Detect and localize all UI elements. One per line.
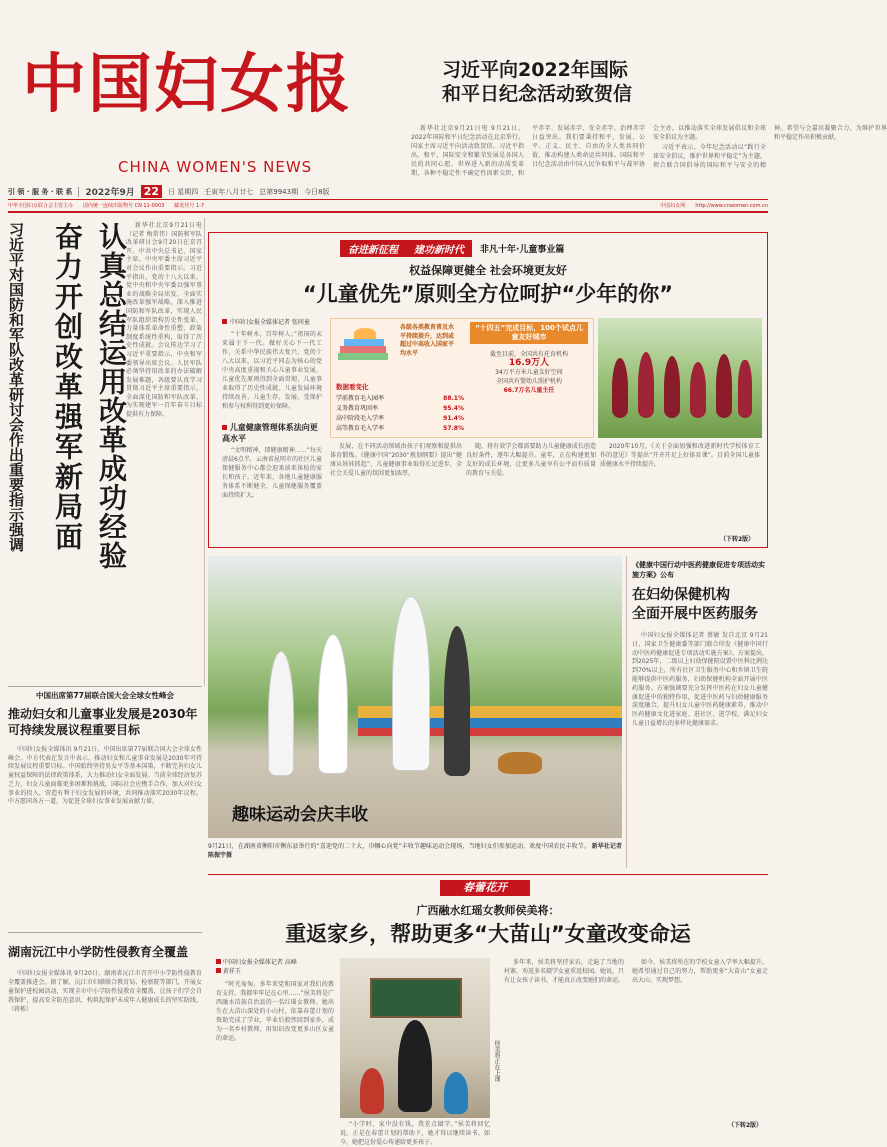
divider: [78, 187, 79, 197]
tcm-headline-1: 在妇幼保健机构: [632, 587, 730, 603]
day: 22: [141, 185, 162, 198]
blackboard: [370, 978, 462, 1018]
teacher-body-1: [216, 980, 334, 1128]
top-story-headline-2: 和平日纪念活动致贺信: [442, 83, 633, 105]
stat-end: 66.7万名儿童主任: [503, 387, 555, 394]
teacher-body-3: [504, 958, 624, 1128]
row-value: 88.1%: [443, 395, 464, 402]
stat-mid: 34万平方米儿童友好空间: [495, 369, 563, 376]
children-body-5: [600, 442, 760, 532]
teacher-headline: 重返家乡，帮助更多“大苗山”女童改变命运: [285, 922, 691, 946]
infobox-row: [336, 404, 464, 414]
date-strip: [8, 184, 768, 200]
children-body-4: [466, 442, 596, 542]
teacher-figure: [398, 1020, 432, 1112]
un-paragraph: 中国妇女报全媒体讯 9月21日，中国出席第77届联合国大会全球女性峰会。中方代表在发言中表示，推动妇女和儿童事业发展是2030年可持续发展议程重要目标。中国始终坚持男女平等基本国策，不断完善妇女儿童权益保障的法律政策体系，大力推动妇女全面发展。当前全球经济复苏乏力，妇女儿童面临更多困难和挑战，国际社会应携手合作，加大对妇女事业的投入，营造有利于妇女发展的环境，共同推动落实2030年议程。中方愿同各方一道，为促进全球妇女事业发展贡献力量。: [8, 746, 202, 806]
tcm-body: [632, 632, 768, 866]
military-paragraph: 新华社北京9月21日电（记者 梅常伟）国防和军队改革研讨会9月20日在京召开。中共中央总书记、国家主席、中央军委主席习近平对会议作出重要指示。习近平指出，党的十八大以来，党中央和中央军委以强军事业的战略全局出发，全面实施改革强军战略，深入推进国防和军队改革，实现人民军队组织架构历史性变革、力量体系革命性重塑、政策制度系统性重构，取得了历史性成就。会议传达学习了习近平重要指示，中央和军委领导出席会议。人民军队必须坚持用改革的办法破解发展难题，各级要认真学习贯彻习近平主席重要指示，全面深化国防和军队改革，为实现建军一百年奋斗目标提供有力保障。: [126, 222, 202, 419]
sports-caption: [208, 842, 622, 868]
column-divider: [626, 556, 627, 868]
tcm-kicker: 《健康中国行动中医药健康促进专项活动实施方案》公布: [632, 561, 765, 579]
children-subhead-text: 儿童健康管理体系法向更高水平: [222, 423, 318, 443]
lunar: 壬寅年八月廿七: [204, 187, 254, 196]
un-kicker: 中国出席第77届联合国大会全球女性峰会: [36, 691, 174, 700]
children-continued: （下转2版）: [720, 536, 755, 543]
book-icon: [344, 339, 384, 346]
subhead-square: [222, 425, 227, 430]
dog-figure: [498, 752, 542, 774]
row-label: 高等教育毛入学率: [336, 425, 385, 432]
top-story-headline-1: 习近平向2022年国际: [442, 59, 628, 81]
banner-right: 建功新时代: [406, 240, 472, 257]
sports-caption-text: 9月21日，在湖南省衡阳市衡东县举行的“喜迎党的二十大，巾帼心向党”丰收节趣味运动会现场，当地妇女们参加运动，欢度中国农民丰收节。: [208, 843, 590, 850]
teacher-body-4: [632, 958, 768, 1118]
masthead-logo: 中国妇女报: [22, 47, 352, 122]
row-label: 学前教育毛入园率: [336, 395, 385, 402]
hunan-body: [8, 970, 202, 1128]
books-illustration: [336, 326, 396, 366]
banner-left: 奋进新征程: [340, 240, 406, 257]
child-figure: [664, 356, 680, 418]
teacher-byline: [216, 958, 297, 976]
section-rule: [208, 874, 768, 875]
runner-figure: [392, 596, 430, 771]
children-paragraph: 发展，在不同活动领域由孩子们观察和提供出体育锻炼。《健康中国“2030”规划纲要》提出“健康从娃娃抓起”，儿童健康事业取得长足进步，全社会关爱儿童的氛围更加浓厚。: [330, 443, 462, 477]
military-big-title-2: 认真总结运用改革成功经验: [95, 222, 128, 570]
infobox-rows: [336, 394, 464, 434]
teacher-byline-2: 黄祥玉: [222, 968, 241, 975]
child-figure: [612, 358, 628, 418]
stat-lead: 截至目前，全国共有托育机构: [489, 351, 568, 358]
top-story-paragraph: 新华社北京9月21日电 9月21日，2022年国际和平日纪念活动在北京举行。国家主席习近平向活动致贺信。习近平指出，和平，国际安全和繁荣发展是各国人民的共同心愿。世界进入新的动荡变革期，各种不稳定性不确定性因素交织，和平赤字、发展赤字、安全赤字、治理赤字日益突出。我们要秉持和平、发展、公平、正义、民主、自由的全人类共同价值，推动构建人类命运共同体。国际和平日纪念活动由中国人民争取和平与裁军协会主办，以推动落实全球发展倡议和全球安全倡议为主题。: [411, 125, 766, 177]
column-divider: [204, 218, 205, 686]
runner-figure: [318, 634, 348, 774]
infobox-title: 数据看变化: [336, 383, 369, 391]
info-strip: [8, 201, 768, 210]
teacher-byline-1: 中国妇女报全媒体记者 高峰: [222, 959, 297, 966]
teacher-photo-caption: 侯美将正在上课: [493, 1040, 500, 1082]
sports-photo: [208, 556, 622, 838]
children-paragraph: “文明精神，即健康精神……”每天清晨6点半，云南省昆明市的社区儿童保健服务中心都会迎来前来体检的家长和孩子。近年来，各地儿童健康服务体系不断健全，儿童保健服务覆盖面持续扩大。: [222, 447, 322, 499]
graduation-cap-icon: [354, 328, 376, 339]
row-label: 高中阶段毛入学率: [336, 415, 385, 422]
children-headline: “儿童优先”原则全方位呵护“少年的你”: [302, 282, 674, 306]
cn-code: 国内统一连续出版物号 CN 11-0003: [83, 203, 165, 209]
row-value: 91.4%: [443, 415, 464, 422]
runner-figure: [444, 626, 470, 776]
children-paragraph: “十年树木，百年树人。”祖国的未来属于下一代。做好关心下一代工作，关系中华民族伟大复兴。党的十八大以来，以习近平同志为核心的党中央高度重视和关心儿童事业发展，儿童优先原则得到全面贯彻，儿童事业取得了历史性成就。儿童发展环境持续改善，儿童生存、发展、受保护和参与权利得到更好保障。: [222, 331, 322, 410]
hunan-headline: 湖南沅江中小学防性侵教育全覆盖: [8, 945, 189, 959]
row-value: 95.4%: [443, 405, 464, 412]
top-story: [442, 58, 762, 106]
masthead-rule: [8, 211, 768, 213]
sports-caption-title: 趣味运动会庆丰收: [232, 805, 368, 825]
banner-tag: 非凡十年·儿童事业篇: [480, 244, 565, 255]
row-value: 57.8%: [443, 425, 464, 432]
teacher-continued: （下转2版）: [728, 1122, 763, 1129]
byline-square: [216, 959, 221, 964]
teacher-paragraph: “小学时，家中没有钱，我差点辍学。”侯美将回忆说。正是在春蕾计划的帮助下，她才得以继续读书。如今，她把这份爱心传递给更多孩子。: [340, 1121, 490, 1146]
row-label: 义务教育巩固率: [336, 405, 379, 412]
teacher-banner: 春蕾花开: [440, 880, 530, 896]
pages: 今日8版: [304, 187, 330, 196]
runner-figure: [268, 651, 294, 776]
child-figure: [690, 362, 706, 418]
child-figure: [738, 360, 752, 418]
year-month: 2022年9月: [85, 188, 135, 198]
masthead-english: CHINA WOMEN'S NEWS: [118, 158, 313, 176]
top-story-paragraph: 习近平表示，今年纪念活动以“践行全球安全倡议，维护世界和平稳定”为主题，契合联合国倡导的国际和平与安全的精神。希望与会嘉宾凝聚合力，为维护世界和平稳定作出积极贡献。: [653, 125, 887, 169]
stat-main: 16.9万人: [508, 358, 550, 368]
divider: [8, 686, 202, 687]
book-icon: [338, 353, 388, 360]
weekday: 日 星期四: [168, 187, 199, 196]
byline-square: [222, 319, 227, 324]
infobox-row: [336, 424, 464, 434]
military-big-title-1: 奋力开创改革强军新局面: [51, 222, 84, 552]
children-byline: 中国妇女报全媒体记者 张问童: [230, 319, 310, 326]
un-headline: 推动妇女和儿童事业发展是2030年可持续发展议程重要目标: [8, 707, 198, 737]
children-subhead: [222, 422, 322, 444]
student-figure: [444, 1072, 468, 1114]
children-body-2: [222, 446, 322, 544]
infobox-row: [336, 394, 464, 404]
children-byline-row: [222, 317, 310, 326]
infobox-side: 各级各类教育普及水平持续提升，达到或超过中高收入国家平均水平: [400, 324, 455, 357]
org-line: 中华全国妇女联合会主管主办: [8, 203, 74, 209]
child-figure: [638, 352, 654, 418]
un-story: [8, 690, 202, 738]
byline-square: [216, 968, 221, 973]
children-body-1: [222, 330, 322, 420]
website-label: 中国妇女网: [660, 203, 686, 209]
teacher-kicker: 广西融水红瑶女教师侯美将：: [416, 904, 560, 917]
teacher-paragraph: 多年来，侯美将坚持家访，走遍了当地的村寨，劝返多名辍学女童重返校园。她说，只有让女孩子读书，才能真正改变她们的命运。: [504, 959, 625, 984]
sports-credit: 新华社记者 陈振宇摄: [208, 843, 622, 859]
slogan: 引 领 · 服 务 · 联 系: [8, 187, 73, 196]
children-banner: [340, 239, 564, 257]
infobox-row: [336, 414, 464, 424]
issue: 总第9943期: [259, 187, 299, 196]
tcm-paragraph: 中国妇女报全媒体记者 蔡敏 发自北京 9月21日，国家卫生健康委等部门联合印发《健康中国行动中医药健康促进专项活动实施方案》。方案提出，到2025年，二级以上妇幼保健院设置中医科比例达到70%以上，所有社区卫生服务中心和乡镇卫生院能够提供中医药服务，妇幼保健机构全面开展中医药服务。方案强调要充分发挥中医药在妇女儿童健康促进中的独特作用，促进中医药与妇幼健康服务深度融合，提升妇女儿童中医药健康素养，推动中医药健康文化进家庭、进社区、进学校，满足妇女儿童日益增长的多样化健康需求。: [632, 632, 768, 727]
children-photo: [598, 318, 762, 438]
children-body-3: [330, 442, 462, 542]
children-kicker: 权益保障更健全 社会环境更友好: [409, 264, 567, 277]
tcm-headline-2: 全面开展中医药服务: [632, 606, 758, 622]
website-link[interactable]: http://www.cnwomen.com.cn: [695, 202, 768, 209]
student-figure: [360, 1068, 384, 1114]
divider: [8, 932, 202, 933]
children-paragraph: 2020年10月，《关于全面加强和改进新时代学校体育工作的意见》等提出“开齐开足上好体育课”。目前全国儿童体质健康水平持续提升。: [600, 443, 760, 468]
postal: 邮发代号 1-7: [174, 203, 205, 209]
infobox-headline: “十四五”完成目标，100个试点儿童友好城市: [470, 322, 588, 344]
stat-sub: 全国共有婴幼儿照护机构: [495, 378, 562, 385]
military-body: [126, 222, 202, 676]
teacher-paragraph: 如今，侯美将所在的学校女童入学率大幅提升。她希望通过自己的努力，帮助更多“大苗山”女童走出大山、实现梦想。: [632, 959, 768, 984]
book-icon: [340, 346, 386, 353]
teacher-body-2: [340, 1120, 490, 1146]
child-figure: [716, 354, 732, 418]
hunan-paragraph: 中国妇女报全媒体讯 9月20日，湖南省沅江市召开中小学防性侵教育全覆盖推进会。据了解，沅江市妇联联合教育局、检察院等部门，开展女童保护进校园活动，实现全市中小学防性侵教育全覆盖，让孩子们学会自我保护，提高安全防范意识，构筑起保护未成年人健康成长的坚实防线。（蒋栋）: [8, 970, 202, 1013]
un-body: [8, 746, 202, 928]
infobox-stats: [470, 350, 588, 395]
military-small-title: 习近平对国防和军队改革研讨会作出重要指示强调: [7, 222, 25, 552]
teacher-photo: [340, 958, 490, 1118]
top-story-body: [411, 124, 887, 180]
teacher-paragraph: “时光匆匆，多年来党和国家对我们的教育支持，我都牢牢记在心里……”侯美将是广西融水苗族自治县的一名红瑶女教师。她出生在大苗山深处的小山村，依靠春蕾计划的资助完成了学业，毕业后毅然回到家乡，成为一名乡村教师，用知识改变更多山区女童的命运。: [216, 981, 334, 1042]
children-paragraph: 随，将有效学会都需要助力儿童健康成长创造良好条件，逐年大幅提升。童年，正在构建更加友好的成长环境，让更多儿童享有公平而有质量的教育与关爱。: [466, 443, 596, 477]
